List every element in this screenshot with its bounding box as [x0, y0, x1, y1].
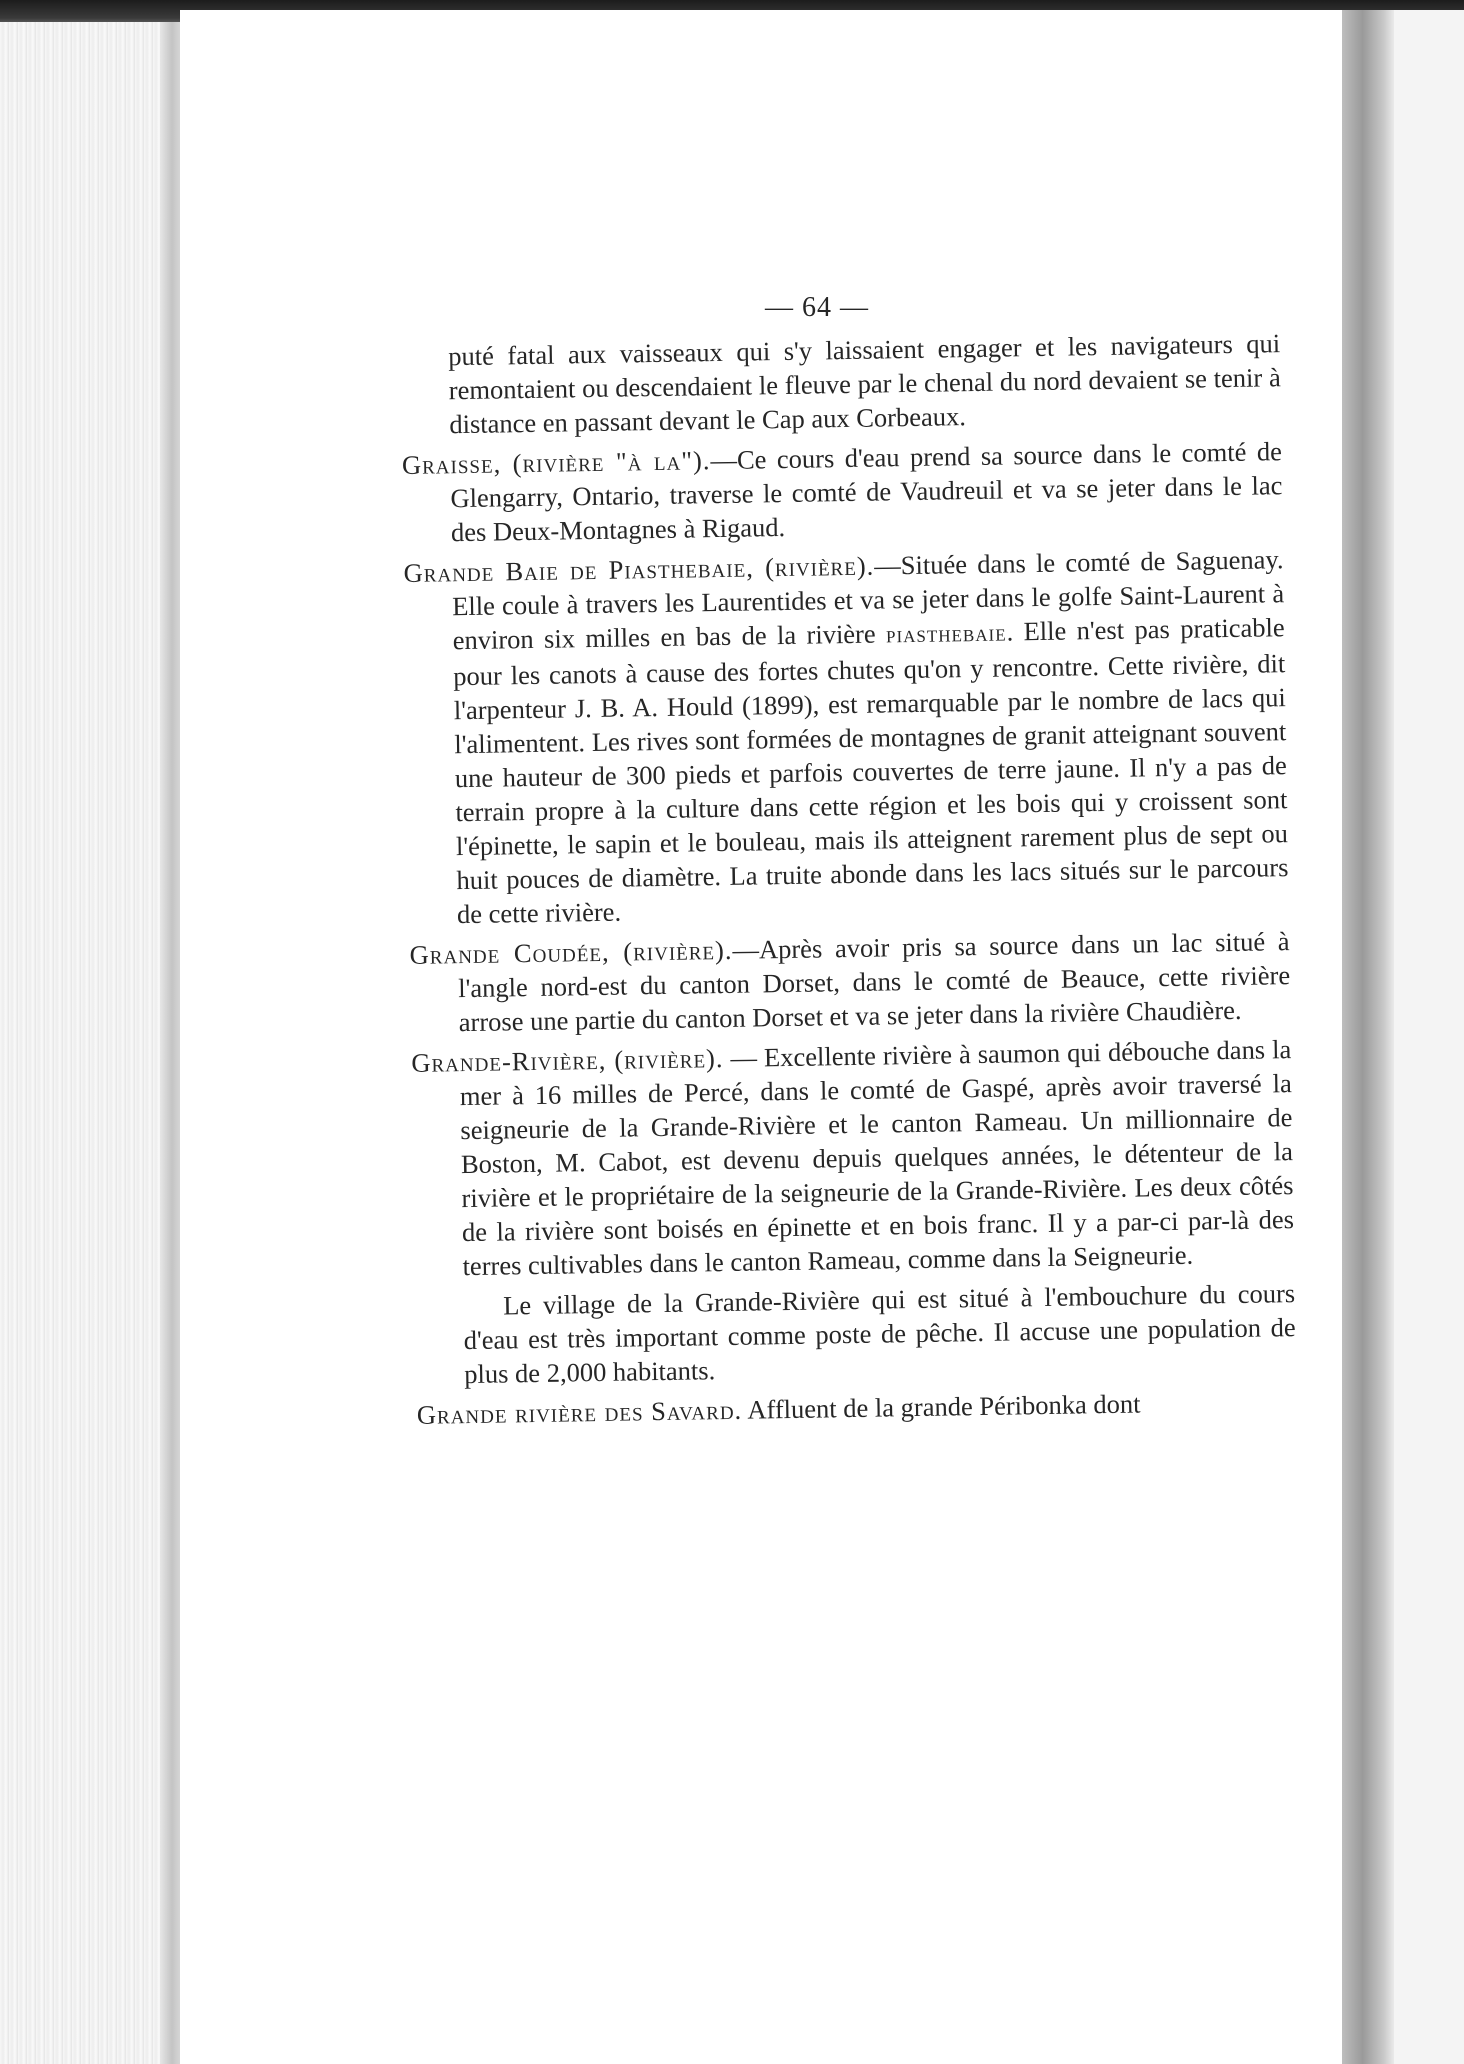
entry-text: Affluent de la grande Péribonka dont — [741, 1388, 1141, 1425]
entry-grande-riviere — [411, 1032, 1295, 1284]
entry-text: . Elle n'est pas praticable pour les canots à cause des fortes chutes qu'on y rencontre. Cette rivière, dit l'arpenteur J. B. A. Hould (1899), est remarquable par le nombre de lacs qui l'alimentent. Les rives sont formées de montagnes de granit atteignant souvent une hauteur de 300 pieds et parfois couvertes de terre jaune. Il n'y a pas de terrain propre à la culture dans cette région et les bois qui y croissent sont l'épinette, le sapin et le bouleau, mais ils atteignent rarement plus de sept ou huit pouces de diamètre. La truite abonde dans les lacs situés sur le parcours de cette rivière. — [453, 612, 1289, 930]
paragraph-text: Le village de la Grande-Rivière qui est situé à l'embouchure du cours d'eau est très important comme poste de pêche. Il accuse une population de plus de 2,000 habitants. — [463, 1278, 1296, 1390]
entry-text: —Ce cours d'eau prend sa source dans le comté de Glengarry, Ontario, traverse le comté de Vaudreuil et va se jeter dans le lac des Deux-Montagnes à Rigaud. — [450, 436, 1283, 548]
paragraph-continuation — [400, 326, 1281, 442]
entry-headword: Grande-Rivière, (rivière). — [411, 1043, 724, 1078]
entry-headword: Graisse, (rivière "à la"). — [401, 445, 711, 480]
entry-smallcaps-word: piasthebaie — [885, 619, 1007, 649]
entry-headword: Grande Coudée, (rivière). — [409, 934, 733, 970]
entry-grande-riviere-des-savard — [417, 1384, 1297, 1432]
entry-headword: Grande Baie de Piasthebaie, (rivière). — [403, 550, 875, 588]
page-body — [400, 326, 1297, 1438]
entry-grande-coudee — [409, 924, 1290, 1040]
page-number: — 64 — — [765, 292, 869, 323]
entry-text: — Excellente rivière à saumon qui débouche dans la mer à 16 milles de Percé, dans le comté de Gaspé, après avoir traversé la seigneurie de la Grande-Rivière et le canton Rameau. Un millionnaire de Boston, M. Cabot, est devenu depuis quelques années, le détenteur de la rivière et le propriétaire de la seigneurie de la Grande-Rivière. Les deux côtés de la rivière sont boisés en épinette et en bois franc. Il y a par-ci par-là des terres cultivables dans le canton Rameau, comme dans la Seigneurie. — [459, 1034, 1295, 1282]
entry-headword: Grande rivière des Savard. — [416, 1394, 743, 1430]
entry-graisse — [402, 434, 1283, 550]
paragraph-village — [415, 1276, 1296, 1392]
paragraph-text: puté fatal aux vaisseaux qui s'y laissaient engager et les navigateurs qui remontaient ou descendaient le fleuve par le chenal du nord devaient se tenir à distance en passant devant le Cap aux Corbeaux. — [448, 328, 1281, 440]
entry-text: —Située dans le comté de Saguenay. Elle coule à travers les Laurentides et va se jeter dans le golfe Saint-Laurent à environ six milles en bas de la rivière — [451, 544, 1285, 656]
entry-grande-baie-de-piasthebaie — [403, 542, 1289, 932]
book-page-edges — [0, 22, 180, 2064]
entry-text: —Après avoir pris sa source dans un lac situé à l'angle nord-est du canton Dorset, dans le comté de Beauce, cette rivière arrose une partie du canton Dorset et va se jeter dans la rivière Chaudière. — [457, 926, 1291, 1038]
